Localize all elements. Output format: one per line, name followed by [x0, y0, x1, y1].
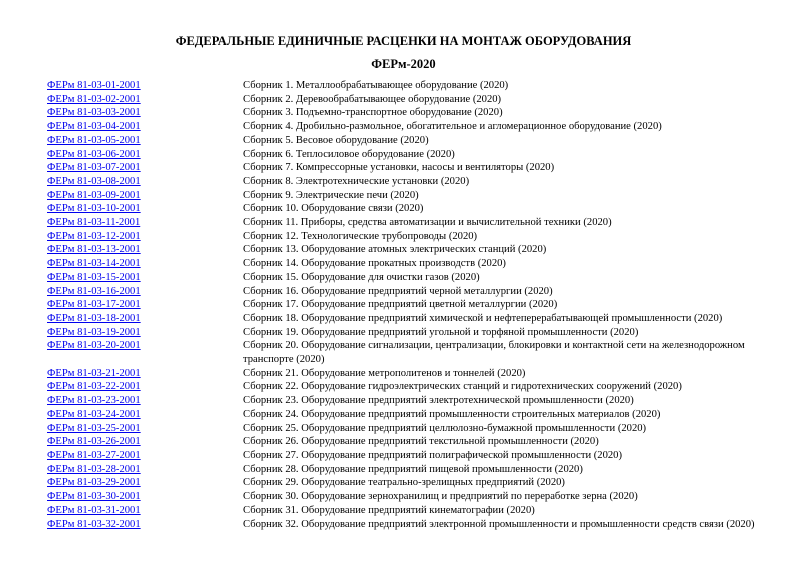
- collection-description: Сборник 12. Технологические трубопроводы (2020): [243, 230, 478, 242]
- collection-description: Сборник 24. Оборудование предприятий промышленности строительных материалов (2020): [243, 408, 661, 420]
- collection-description: Сборник 27. Оборудование предприятий полиграфической промышленности (2020): [243, 449, 623, 461]
- page-subtitle: ФЕРм-2020: [371, 57, 436, 71]
- collection-code-link[interactable]: ФЕРм 81-03-16-2001: [47, 285, 141, 297]
- collection-description: Сборник 26. Оборудование предприятий текстильной промышленности (2020): [243, 436, 599, 448]
- list-item: [47, 449, 787, 463]
- list-item: [47, 216, 787, 230]
- collection-code-link[interactable]: ФЕРм 81-03-24-2001: [47, 408, 141, 420]
- collection-code-link[interactable]: ФЕРм 81-03-03-2001: [47, 107, 141, 119]
- collection-code-link[interactable]: ФЕРм 81-03-15-2001: [47, 271, 141, 283]
- collection-code-link[interactable]: ФЕРм 81-03-09-2001: [47, 189, 141, 201]
- page-title: ФЕДЕРАЛЬНЫЕ ЕДИНИЧНЫЕ РАСЦЕНКИ НА МОНТАЖ ОБОРУДОВАНИЯ: [175, 34, 632, 48]
- list-item: [47, 243, 787, 257]
- list-item: [47, 476, 787, 490]
- collection-code-link[interactable]: ФЕРм 81-03-20-2001: [47, 340, 141, 352]
- list-item: [47, 79, 787, 93]
- collection-code-link[interactable]: ФЕРм 81-03-10-2001: [47, 203, 141, 215]
- list-item: [47, 463, 787, 477]
- collection-code-link[interactable]: ФЕРм 81-03-18-2001: [47, 312, 141, 324]
- list-item: [47, 490, 787, 504]
- collection-description: Сборник 8. Электротехнические установки (2020): [243, 175, 470, 187]
- list-item: [47, 326, 787, 340]
- list-item: [47, 435, 787, 449]
- collection-description: Сборник 16. Оборудование предприятий черной металлургии (2020): [243, 285, 553, 297]
- list-item: [47, 339, 787, 366]
- collection-code-link[interactable]: ФЕРм 81-03-30-2001: [47, 491, 141, 503]
- collection-description: Сборник 29. Оборудование театрально-зрелищных предприятий (2020): [243, 477, 565, 489]
- collection-code-link[interactable]: ФЕРм 81-03-17-2001: [47, 299, 141, 311]
- collection-description: Сборник 11. Приборы, средства автоматизации и вычислительной техники (2020): [243, 217, 612, 229]
- collection-code-link[interactable]: ФЕРм 81-03-05-2001: [47, 134, 141, 146]
- collection-description: Сборник 17. Оборудование предприятий цветной металлургии (2020): [243, 299, 558, 311]
- collection-description: Сборник 25. Оборудование предприятий целлюлозно-бумажной промышленности (2020): [243, 422, 647, 434]
- collection-code-link[interactable]: ФЕРм 81-03-19-2001: [47, 326, 141, 338]
- collections-list: [47, 79, 787, 531]
- list-item: [47, 106, 787, 120]
- collection-code-link[interactable]: ФЕРм 81-03-25-2001: [47, 422, 141, 434]
- collection-description: Сборник 21. Оборудование метрополитенов и тоннелей (2020): [243, 367, 526, 379]
- collection-description: Сборник 6. Теплосиловое оборудование (2020): [243, 148, 455, 160]
- collection-code-link[interactable]: ФЕРм 81-03-22-2001: [47, 381, 141, 393]
- collection-code-link[interactable]: ФЕРм 81-03-31-2001: [47, 504, 141, 516]
- collection-code-link[interactable]: ФЕРм 81-03-29-2001: [47, 477, 141, 489]
- collection-description: Сборник 20. Оборудование сигнализации, централизации, блокировки и контактной сети на железнодорожном транспорте (2020): [243, 340, 745, 366]
- collection-code-link[interactable]: ФЕРм 81-03-11-2001: [47, 217, 141, 229]
- list-item: [47, 312, 787, 326]
- collection-description: Сборник 15. Оборудование для очистки газов (2020): [243, 271, 480, 283]
- collection-code-link[interactable]: ФЕРм 81-03-26-2001: [47, 436, 141, 448]
- list-item: [47, 394, 787, 408]
- list-item: [47, 380, 787, 394]
- list-item: [47, 408, 787, 422]
- collection-description: Сборник 14. Оборудование прокатных производств (2020): [243, 258, 506, 270]
- collection-description: Сборник 4. Дробильно-размольное, обогатительное и агломерационное оборудование (2020): [243, 121, 662, 133]
- list-item: [47, 120, 787, 134]
- list-item: [47, 257, 787, 271]
- collection-description: Сборник 13. Оборудование атомных электрических станций (2020): [243, 244, 547, 256]
- collection-description: Сборник 23. Оборудование предприятий электротехнической промышленности (2020): [243, 395, 634, 407]
- collection-code-link[interactable]: ФЕРм 81-03-13-2001: [47, 244, 141, 256]
- collection-description: Сборник 18. Оборудование предприятий химической и нефтеперерабатывающей промышленности (2020): [243, 312, 723, 324]
- list-item: [47, 504, 787, 518]
- collection-description: Сборник 19. Оборудование предприятий угольной и торфяной промышленности (2020): [243, 326, 639, 338]
- collection-description: Сборник 32. Оборудование предприятий электронной промышленности и промышленности средств связи (2020): [243, 518, 755, 530]
- collection-description: Сборник 5. Весовое оборудование (2020): [243, 134, 429, 146]
- collection-description: Сборник 28. Оборудование предприятий пищевой промышленности (2020): [243, 463, 583, 475]
- collection-description: Сборник 22. Оборудование гидроэлектрических станций и гидротехнических сооружений (2020): [243, 381, 682, 393]
- list-item: [47, 148, 787, 162]
- collection-description: Сборник 2. Деревообрабатывающее оборудование (2020): [243, 93, 502, 105]
- list-item: [47, 422, 787, 436]
- collection-code-link[interactable]: ФЕРм 81-03-28-2001: [47, 463, 141, 475]
- collection-code-link[interactable]: ФЕРм 81-03-08-2001: [47, 175, 141, 187]
- collection-description: Сборник 7. Компрессорные установки, насосы и вентиляторы (2020): [243, 162, 555, 174]
- collection-code-link[interactable]: ФЕРм 81-03-02-2001: [47, 93, 141, 105]
- collection-code-link[interactable]: ФЕРм 81-03-23-2001: [47, 395, 141, 407]
- list-item: [47, 93, 787, 107]
- list-item: [47, 202, 787, 216]
- collection-code-link[interactable]: ФЕРм 81-03-07-2001: [47, 162, 141, 174]
- list-item: [47, 230, 787, 244]
- list-item: [47, 367, 787, 381]
- collection-description: Сборник 10. Оборудование связи (2020): [243, 203, 424, 215]
- list-item: [47, 285, 787, 299]
- list-item: [47, 298, 787, 312]
- list-item: [47, 518, 787, 532]
- list-item: [47, 189, 787, 203]
- collection-code-link[interactable]: ФЕРм 81-03-01-2001: [47, 80, 141, 91]
- collection-description: Сборник 1. Металлообрабатывающее оборудование (2020): [243, 80, 509, 91]
- collection-code-link[interactable]: ФЕРм 81-03-06-2001: [47, 148, 141, 160]
- collection-code-link[interactable]: ФЕРм 81-03-32-2001: [47, 518, 141, 530]
- collection-code-link[interactable]: ФЕРм 81-03-21-2001: [47, 367, 141, 379]
- list-item: [47, 134, 787, 148]
- list-item: [47, 161, 787, 175]
- collection-description: Сборник 31. Оборудование предприятий кинематографии (2020): [243, 504, 535, 516]
- collection-code-link[interactable]: ФЕРм 81-03-12-2001: [47, 230, 141, 242]
- collection-description: Сборник 30. Оборудование зернохранилищ и предприятий по переработке зерна (2020): [243, 491, 638, 503]
- collection-code-link[interactable]: ФЕРм 81-03-14-2001: [47, 258, 141, 270]
- collection-code-link[interactable]: ФЕРм 81-03-27-2001: [47, 449, 141, 461]
- list-item: [47, 271, 787, 285]
- collection-description: Сборник 3. Подъемно-транспортное оборудование (2020): [243, 107, 503, 119]
- collection-description: Сборник 9. Электрические печи (2020): [243, 189, 419, 201]
- collection-code-link[interactable]: ФЕРм 81-03-04-2001: [47, 121, 141, 133]
- list-item: [47, 175, 787, 189]
